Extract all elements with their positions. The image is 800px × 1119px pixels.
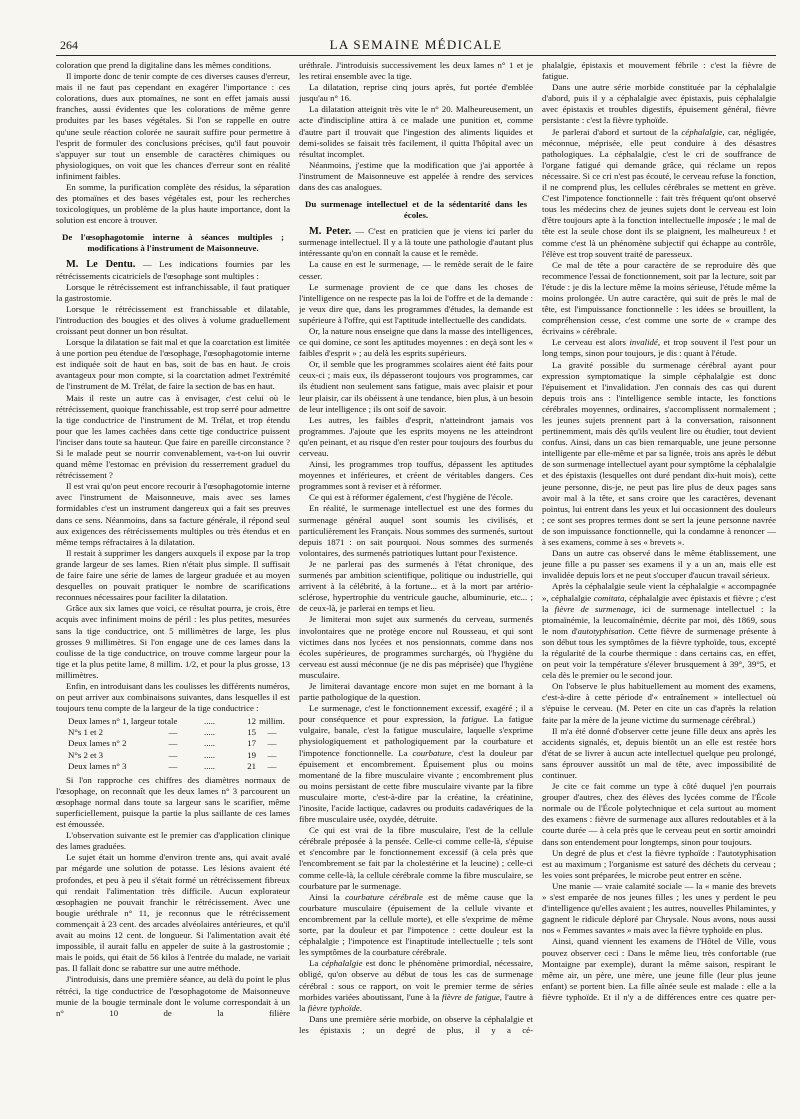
text-run: , c'est la douleur par épuisement et encombrement. Épuisement plus ou moins momentané de la fibre musculaire vivante ; encombrement plus ou moins persistant de cette fibre musculaire vivante par la fibre musculaire morte, c'est-à-dire par la créatine, la créatinine, l'inosite, l'acide lactique, cadavres ou produits cadavériques de la fibre musculaire usée, oxydée, détruite. bbox=[299, 747, 533, 825]
paragraph bbox=[56, 852, 290, 974]
paragraph bbox=[542, 848, 776, 881]
text-run: Dans une autre série morbide constituée par la céphalalgie d'abord, puis il y a céphalalgie avec épistaxis, puis céphalalgie avec épistaxis et troubles digestifs, épuisement général, fièvre persistante : c'est la fièvre typhoïde. bbox=[542, 82, 776, 126]
text-run: En somme, la purification complète des résidus, la séparation des ptomaïnes et des bases végétales est, pour les recherches toxicologiques, un problème de la plus haute importance, dont la solution est encore à trouver. bbox=[56, 182, 290, 226]
paragraph bbox=[56, 60, 290, 71]
text-run: J'introduisis, dans une première séance, au delà du point le plus rétréci, la tige conductrice de l'œsophagotome de Maisonneuve munie de la bougie terminale dont le volume correspondait à un n° 10 de la filière bbox=[56, 974, 290, 1018]
paragraph bbox=[56, 337, 290, 392]
text-run: Je cite ce fait comme un type à côté duquel j'en pourrais grouper d'autres, chez des élèves des lycées comme de l'École normale ou de l'École polytechnique et cela surtout au moment des examens : fièvre de surmenage aux allures redoutables et à la courte durée — à cela près que le cerveau peut en sortir amoindri dans son entendement pour longtemps, sinon pour toujours. bbox=[542, 781, 776, 847]
text-run: Il m'a été donné d'observer cette jeune fille deux ans après les accidents signalés, et, depuis bientôt un an elle est restée hors d'état de se livrer à aucun acte intellectuel quelque peu prolongé, sans éprouver aussitôt un mal de tête, avec impossibilité de continuer. bbox=[542, 725, 776, 780]
text-run: Mais il reste un autre cas à envisager, c'est celui où le rétrécissement, quoique franchissable, est trop serré pour admettre la tige conductrice de l'instrument de M. Trélat, et trop étendu pour que les lames cachées dans cette tige conductrice puissent l'inciser dans toute sa hauteur. Que faire en pareille circonstance ? Si le malade peut se nourrir convenablement, va-t-on lui ouvrir quand même l'estomac en prévision du resserrement graduel du rétrécissement ? bbox=[56, 392, 290, 481]
text-run: Ainsi, quand viennent les examens de l'Hôtel de Ville, vous pouvez observer ceci : Dans le même lieu, très confortable (rue Montaigne par exemple), durant la même saison, respirant le même air, un père, une mère, une jeune fille (leur plus jeune enfant) se portent bien. La fille aînée seule est malade : elle a la fièvre typhoïde. Et il n'y a de différences entre ces quatre per- bbox=[542, 936, 776, 1002]
paragraph bbox=[299, 614, 533, 681]
table-cell-ditto: — bbox=[168, 727, 178, 738]
paragraph bbox=[299, 160, 533, 193]
paragraph bbox=[56, 775, 290, 830]
table-cell-unit: millim. bbox=[259, 716, 285, 727]
table-cell-label: Deux lames n° 2 bbox=[68, 738, 127, 749]
table-row bbox=[68, 750, 290, 761]
text-run: Il importe donc de tenir compte de ces diverses causes d'erreur, mais il ne faut pas cependant en exagérer l'importance : ces colorations, dues aux ptomaïnes, ne sont en effet jamais aussi franches, aussi évidentes que les colorations de même genre produites par les bases végétales. Si l'on se rappelle en outre qu'une seule réaction colorée ne saurait suffire pour permettre à l'esprit de formuler des conclusions précises, qu'il faut pouvoir s'appuyer sur tout un ensemble de caractères chimiques ou physiologiques, on voit que les chances d'erreur sont en réalité infiniment faibles. bbox=[56, 71, 290, 181]
paragraph bbox=[542, 581, 776, 681]
table-cell-leader: ..... bbox=[204, 727, 215, 738]
text-run: Ainsi la bbox=[309, 891, 346, 902]
text-run: Il restait à supprimer les dangers auxquels il expose par la trop grande largeur de ses lames. Rien n'était plus simple. Il suffisait de faire faire une série de lames de largeur graduée et au moyen desquelles on pouvait pratiquer le nombre de scarifications reconnues nécessaires pour faciliter la dilatation. bbox=[56, 547, 290, 603]
table-cell-value: 19 bbox=[247, 749, 256, 760]
paragraph bbox=[56, 304, 290, 337]
table-cell-leader: ..... bbox=[204, 749, 215, 760]
text-run: L'observation suivante est le premier cas d'application clinique des lames graduées. bbox=[56, 830, 290, 852]
italic-run: céphalalgie bbox=[681, 126, 723, 137]
text-run: Grâce aux six lames que voici, ce résultat pourra, je crois, être acquis avec infiniment moins de péril : les plus petites, mesurées sans la tige conductrice, ont 5 millimètres de large, les plus grosses 9 millimètres. Si l'on engage une de ces lames dans la coulisse de la tige conductrice, on trouve comme largeur pour la tige et la plus petite lame, 8 millim. 1/2, et pour la plus grosse, 13 millimètres. bbox=[56, 603, 290, 680]
text-run: , et trop souvent il l'est pour un long temps, sinon pour toujours, je dis : quant à l'étude. bbox=[542, 337, 776, 359]
italic-run: courbature cérébrale bbox=[345, 891, 423, 902]
table-cell-label: Deux lames n° 1, largeur totale bbox=[68, 716, 178, 727]
italic-run: fièvre de surmenage bbox=[554, 603, 634, 614]
italic-run: invalidé bbox=[629, 337, 658, 348]
paragraph bbox=[299, 492, 533, 503]
paragraph bbox=[56, 71, 290, 182]
text-run: , ici de surmenage intellectuel : la ptomaïnémie, la leucomaïnémie, décrite par moi, dès 1869, sous le nom d' bbox=[542, 603, 776, 636]
table-cell-leader: ..... bbox=[204, 760, 215, 771]
paragraph bbox=[542, 726, 776, 781]
text-run: . Cette fièvre de surmenage présente à son début tous les symptômes de la fièvre typhoïde, tous, excepté la régularité de la courbe thermique : dans certains cas, en effet, on peut voir la température s'élever brusquement à 39°, 39°5, et cela dès le premier ou le second jour. bbox=[542, 625, 776, 681]
paragraph bbox=[299, 226, 533, 259]
italic-run: comitata bbox=[593, 592, 625, 603]
text-run: On l'observe le plus habituellement au moment des examens, c'est-à-dire à cette période d'« entraînement » intellectuel où s'épuise le cerveau. (M. Peter en cite un cas d'après la relation faite par la mère de la jeune victime du surmenage cérébral.) bbox=[542, 681, 776, 725]
table-row bbox=[68, 738, 290, 749]
text-run: , l'autre à la bbox=[299, 991, 533, 1013]
paragraph bbox=[542, 337, 776, 359]
paragraph bbox=[542, 260, 776, 338]
text-run: . bbox=[359, 1002, 362, 1013]
text-run: Ce mal de tête a pour caractère de se reproduire dès que recommence l'essai de fonctionnement, soit par la lecture, soit par l'étude : je dis la lecture même la moins sérieuse, l'étude même la moins prolongée. Un autre caractère, qui suit de près le mal de tête, est l'impuissance fonctionnelle : les idées se brouillent, la compréhension cesse, c'est comme une sorte de « crampe des écrivains » cérébrale. bbox=[542, 259, 776, 337]
italic-run: fatigue bbox=[461, 714, 487, 725]
paragraph bbox=[56, 393, 290, 482]
paragraph bbox=[299, 681, 533, 703]
text-run: La dilatation, reprise cinq jours après, fut portée d'emblée jusqu'au n° 16. bbox=[299, 82, 533, 104]
paragraph bbox=[299, 958, 533, 1013]
text-run: La cause en est le surmenage, — le remède serait de le faire cesser. bbox=[299, 259, 533, 281]
paragraph bbox=[542, 681, 776, 725]
italic-run: fièvre de fatigue bbox=[441, 991, 500, 1002]
text-run: En réalité, le surmenage intellectuel est une des formes du surmenage général auquel sont soumis les civilisés, et particulièrement les Français. Nous sommes des surmenés, surtout depuis 1871 : on sait pourquoi. Nous sommes des surmenés volontaires, des surmenés patriotiques luttant pour l'existence. bbox=[299, 503, 533, 558]
italic-run: imposée bbox=[706, 215, 736, 226]
text-run: Le surmenage, c'est le fonctionnement excessif, exagéré ; il a pour conséquence et pour expression, la bbox=[299, 703, 533, 725]
text-run: Je limiterai mon sujet aux surmenés du cerveau, surmenés involontaires que ne protège encore nul Rousseau, et qui sont victimes dans nos lycées et nos pensionnats, comme dans nos écoles supérieures, de programmes surchargés, où l'hygiène du cerveau est aussi méconnue (je ne dis pas méprisée) que l'hygiène musculaire. bbox=[299, 614, 533, 680]
table-cell-value: 17 bbox=[247, 738, 256, 749]
text-run: Ainsi, les programmes trop touffus, dépassent les aptitudes moyennes et inférieures, et créent de véritables dangers. Ces programmes sont à reviser et à réformer. bbox=[299, 459, 533, 492]
text-run: Lorsque la dilatation se fait mal et que la coarctation est limitée à une portion peu étendue de l'œsophage, l'œsophagotomie interne est indiquée soit de haut en bas, soit de bas en haut. Je crois avantageux pour mon compte, si la coarctation admet l'extrémité de l'instrument de M. Trélat, de faire la section de bas en haut. bbox=[56, 337, 290, 392]
italic-run: courbature bbox=[412, 747, 452, 758]
paragraph bbox=[542, 360, 776, 549]
text-run: La bbox=[309, 958, 322, 969]
table-cell-ditto bbox=[142, 716, 204, 727]
text-run: Ce qui est vrai de la fibre musculaire, l'est de la cellule cérébrale préposée à la pensée. Celle-ci comme celle-là, s'épuise et s'encombre par le fonctionnement excessif (à cela près que l'encombrement se fait par la cholestérine et la leucine) ; celle-ci comme celle-là, la cellule cérébrale comme la fibre musculaire, se courbature par le surmenage. bbox=[299, 825, 533, 891]
paragraph bbox=[542, 881, 776, 936]
table-row bbox=[68, 761, 290, 772]
text-run: Lorsque le rétrécissement est franchissable et dilatable, l'introduction des bougies et des olives à volume graduellement croissant peut donner un bon résultat. bbox=[56, 303, 290, 336]
paragraph bbox=[56, 681, 290, 714]
table-cell-label: Deux lames n° 3 bbox=[68, 760, 127, 771]
paragraph bbox=[56, 603, 290, 681]
text-run: est de même cause que la courbature musculaire (épuisement de la cellule vivante et encombrement par la cellule morte), et elle s'exprime de même sorte, par la douleur et par l'impotence : cette douleur est la céphalalgie ; l'impotence est l'inaptitude intellectuelle ; tels sont les symptômes de la courbature cérébrale. bbox=[299, 891, 533, 958]
text-run: Après la céphalalgie seule vient la céphalalgie « accompagnée », céphalalgie bbox=[542, 581, 776, 603]
paragraph bbox=[299, 359, 533, 414]
paragraph bbox=[299, 104, 533, 159]
text-run: Enfin, en introduisant dans les coulisses les différents numéros, on peut arriver aux combinaisons suivantes, dans lesquelles il est toujours tenu compte de la largeur de la tige conductrice : bbox=[56, 680, 290, 714]
text-run: Il est vrai qu'on peut encore recourir à l'œsophagotomie interne avec l'instrument de Maisonneuve, mais avec ses lames formidables c'est un instrument dangereux qui a fait ses preuves dans ce sens. Néanmoins, dans sa facture générale, il répond seul aux exigences des rétrécissements multiples ou très étendus et en même temps réfractaires à la dilatation. bbox=[56, 481, 290, 547]
italic-run: autotyphisation bbox=[577, 625, 633, 636]
table-cell-value: 15 bbox=[247, 727, 256, 738]
text-run: Or, la nature nous enseigne que dans la masse des intelligences, ce qui domine, ce sont les aptitudes moyennes : en deçà sont les « faibles d'esprit » ; au delà les esprits supérieurs. bbox=[299, 325, 533, 359]
section-heading: De l'œsophagotomie interne à séances multiples ; modifications à l'instrument de Maisonneuve. bbox=[62, 232, 284, 254]
paragraph bbox=[299, 326, 533, 359]
paragraph bbox=[542, 82, 776, 126]
column-3 bbox=[542, 60, 776, 1112]
table-cell-ditto: — bbox=[168, 738, 178, 749]
page-header bbox=[56, 37, 776, 56]
paragraph bbox=[299, 825, 533, 892]
paragraph bbox=[299, 892, 533, 959]
paragraph bbox=[56, 548, 290, 603]
text-run: , car, négligée, méconnue, méprisée, elle peut conduire à des désastres pathologiques. La céphalalgie, c'est le cri de souffrance de l'organe fatigué qui demande grâce, qui réclame un repos nécessaire. Si ce cri n'est pas écouté, le cerveau refuse la fonction, il ne comprend plus, les cellules cérébrales se mettent en grève. C'est l'impotence fonctionnelle : fait très fréquent qu'ont observé tous les médecins chez de jeunes sujets dont le cerveau est loin d'être toujours apte à la fonction intellectuelle bbox=[542, 126, 776, 226]
section-heading: Du surmenage intellectuel et de la sédentarité dans les écoles. bbox=[305, 199, 527, 221]
text-run: uréthrale. J'introduisis successivement les deux lames n° 1 et je les retirai ensemble avec la tige. bbox=[299, 60, 533, 82]
text-run: Ce qui est à réformer également, c'est l'hygiène de l'école. bbox=[309, 492, 513, 503]
paragraph bbox=[56, 481, 290, 548]
column-2 bbox=[299, 60, 533, 1112]
text-run: Les autres, les faibles d'esprit, n'atteindront jamais vos programmes. J'ajoute que les esprits moyens ne les atteindront qu'en peinant, et au risque d'en rester pour toujours des fourbus du cerveau. bbox=[299, 414, 533, 458]
table-cell-value: 12 bbox=[247, 716, 256, 727]
paragraph bbox=[56, 259, 290, 281]
paragraph bbox=[56, 830, 290, 852]
paragraph bbox=[542, 60, 776, 82]
paragraph bbox=[299, 703, 533, 825]
page-number: 264 bbox=[60, 38, 78, 52]
text-run: Une manie — vraie calamité sociale — la « manie des brevets » s'est emparée de nos jeunes filles ; les unes y perdent le peu d'intelligence qu'elles avaient ; les autres, nouvelles Philamintes, y gagnent le ridicule déploré par Chrysale. Nous avons, nous aussi nos « Femmes savantes » mais avec la fièvre typhoïde en plus. bbox=[542, 880, 776, 936]
paragraph bbox=[56, 282, 290, 304]
paragraph bbox=[299, 415, 533, 459]
text-run: Dans un autre cas observé dans le même établissement, une jeune fille a pu passer ses examens il y a un an, mais elle est invalidée depuis lors et ne peut s'occuper d'aucun travail sérieux. bbox=[542, 548, 776, 581]
table-cell-leader: ..... bbox=[204, 738, 215, 749]
paragraph bbox=[299, 259, 533, 281]
paragraph bbox=[542, 936, 776, 1003]
table-cell-label: N°s 2 et 3 bbox=[68, 749, 104, 760]
journal-title: LA SEMAINE MÉDICALE bbox=[329, 37, 503, 52]
text-run: Un degré de plus et c'est la fièvre typhoïde : l'autotyphisation est au maximum ; l'organisme est saturé des déchets du cerveau ; les voies sont préparées, le microbe peut entrer en scène. bbox=[542, 847, 776, 880]
table-cell-ditto: — bbox=[168, 749, 178, 760]
paragraph bbox=[56, 182, 290, 226]
table-cell-unit: — bbox=[267, 738, 277, 749]
text-run: Néanmoins, j'estime que la modification que j'ai apportée à l'instrument de Maisonneuve est appelée à rendre des services dans des cas analogues. bbox=[299, 159, 533, 193]
paragraph bbox=[299, 1014, 533, 1036]
paragraph bbox=[299, 503, 533, 558]
text-run: phalalgie, épistaxis et mouvement fébrile : c'est la fièvre de fatigue. bbox=[542, 60, 776, 82]
paragraph bbox=[299, 82, 533, 104]
text-run: Je parlerai d'abord et surtout de la bbox=[552, 126, 682, 137]
column-1 bbox=[56, 60, 290, 1112]
dimension-table bbox=[56, 716, 290, 771]
text-run: , céphalalgie avec épistaxis et fièvre ; c'est la bbox=[542, 592, 776, 614]
table-cell-value: 21 bbox=[247, 760, 256, 771]
table-cell-leader: ..... bbox=[204, 716, 215, 727]
text-run: Lorsque le rétrécissement est infranchissable, il faut pratiquer la gastrostomie. bbox=[56, 281, 290, 303]
table-cell-unit: — bbox=[267, 749, 277, 760]
paragraph bbox=[299, 282, 533, 326]
table-row bbox=[68, 716, 290, 727]
text-run: — C'est en praticien que je viens ici parler du surmenage intellectuel. Il y a là toute une pathologie d'autant plus intéressante qu'on en connaît la cause et le remède. bbox=[299, 226, 533, 259]
text-run: est donc le phénomène primordial, nécessaire, obligé, qu'on observe au début de tous les cas de surmenage cérébral : sous ce rapport, on voit le premier terme de séries morbides variées aboutissant, l'une à la bbox=[299, 958, 533, 1002]
paragraph bbox=[542, 127, 776, 260]
text-run: Je ne parlerai pas des surmenés à l'état chronique, des surmenés par ambition scientifique, politique ou industrielle, qui arrivent à la célébrité, à la fortune... et à la mort par artério-sclérose, hypertrophie du ventricule gauche, albuminurie, etc... ; de ceux-là, je parlerai en temps et lieu. bbox=[299, 558, 533, 614]
text-run: Le surmenage provient de ce que dans les choses de l'intelligence on ne respecte pas la loi de l'offre et de la demande : je veux dire que, dans les programmes d'études, la demande est supérieure à l'offre, qui est l'aptitude intellectuelle des candidats. bbox=[299, 281, 533, 325]
table-cell-unit: — bbox=[267, 727, 277, 738]
text-run: . La fatigue vulgaire, banale, c'est la fatigue musculaire, laquelle s'exprime physiologiquement et pathologiquement par la courbature et l'impotence fonctionnelle. La bbox=[299, 714, 533, 758]
paragraph bbox=[299, 60, 533, 82]
paragraph bbox=[56, 974, 290, 1018]
paragraph bbox=[542, 781, 776, 848]
text-run: Dans une première série morbide, on observe la céphalalgie et les épistaxis ; un degré de plus, il y a cé- bbox=[299, 1013, 533, 1035]
table-cell-ditto: — bbox=[168, 760, 178, 771]
speaker-name: M. Le Dentu. bbox=[66, 259, 136, 271]
text-run: ; le mal de tête est la seule chose dont ils se plaignent, les malheureux ! et comme c'est là un phénomène subjectif qui échappe au contrôle, l'élève est trop souvent traité de paresseux. bbox=[542, 215, 776, 259]
text-run: Je limiterai davantage encore mon sujet en me bornant à la partie pathologique de la question. bbox=[299, 680, 533, 703]
text-columns bbox=[56, 60, 776, 1112]
paragraph bbox=[299, 459, 533, 492]
speaker-name: M. Peter. bbox=[309, 226, 352, 238]
italic-run: céphalalgie bbox=[321, 958, 363, 969]
paragraph bbox=[542, 548, 776, 581]
text-run: Si l'on rapproche ces chiffres des diamètres normaux de l'œsophage, on reconnaît que les deux lames n° 3 parcourent un œsophage normal dans toute sa largeur sans le scarifier, même superficiellement, puisque la partie la plus saillante de ces lames est émoussée. bbox=[56, 774, 290, 830]
text-run: coloration que prend la digitaline dans les mêmes conditions. bbox=[56, 60, 272, 70]
table-cell-unit: — bbox=[267, 760, 277, 771]
italic-run: fièvre typhoïde bbox=[307, 1002, 360, 1013]
text-run: La dilatation atteignit très vite le n° 20. Malheureusement, un acte d'indiscipline attira à ce malade une punition et, comme d'autre part il trouvait que l'ingestion des aliments liquides et demi-solides se faisait très facilement, il quitta l'hôpital avec un résultat incomplet. bbox=[299, 104, 533, 159]
text-run: Le sujet était un homme d'environ trente ans, qui avait avalé par mégarde une solution de potasse. Les lésions avaient été profondes, et peu à peu il s'était formé un rétrécissement fibreux qui rendait l'alimentation très difficile. Aucun explorateur œsophagien ne pouvait franchir le rétrécissement. Avec une bougie uréthrale n° 11, je reconnus que le rétrécissement commençait à 23 cent. des arcades alvéolaires antérieures, et qu'il avait au moins 12 cent. de longueur. Si l'alimentation avait été impossible, il aurait fallu en appeler de suite à la gastrostomie ; mais le poids, qui était de 56 kilos à l'entrée du malade, ne variait pas. Il fallait donc se rabattre sur une autre méthode. bbox=[56, 852, 290, 974]
table-row bbox=[68, 727, 290, 738]
text-run: La gravité possible du surmenage cérébral ayant pour expression symptomatique la simple céphalalgie est donc l'épuisement et l'invalidation. J'en connais des cas qui durent depuis trois ans : l'intelligence semble intacte, les fonctions cérébrales moyennes, ordinaires, s'accomplissent normalement ; les jeunes sujets prennent part à la conversation, raisonnent pertinemment, mais dès qu'ils veulent lire ou étudier, tout devient confus. Ainsi, dans un cas bien remarquable, une jeune personne intelligente par elle-même et par sa lignée, trois ans après le début de son surmenage intellectuel ayant pour symptôme la céphalalgie et des épistaxis (lesquelles ont duré pendant dix-huit mois), cette jeune personne, dis-je, ne peut pas lire plus de deux pages sans avoir mal à la tête, et sans croire que les caractères, devenant pointus, lui entrent dans les yeux et lui occasionnent des douleurs ; ce sont ses propres termes dont se sert la jeune personne navrée de son impuissance fonctionnelle, qui la condamne à renoncer — à ses examens, comme à ses « brevets ». bbox=[542, 359, 776, 548]
text-run: — Les indications fournies par les rétrécissements cicatriciels de l'œsophage sont multiples : bbox=[56, 259, 290, 281]
paragraph bbox=[299, 559, 533, 614]
text-run: Le cerveau est alors bbox=[552, 337, 630, 348]
table-cell-label: N°s 1 et 2 bbox=[68, 727, 104, 738]
text-run: Or, il semble que les programmes scolaires aient été faits pour ceux-ci ; mais eux, ils dépasseront toujours vos programmes, car ils étudient non seulement sans fatigue, mais avec plaisir et pour leur plaisir, car ils obéissent à une tendance, bien plus, à un besoin de leur intelligence ; ils ont soif de savoir. bbox=[299, 359, 533, 414]
